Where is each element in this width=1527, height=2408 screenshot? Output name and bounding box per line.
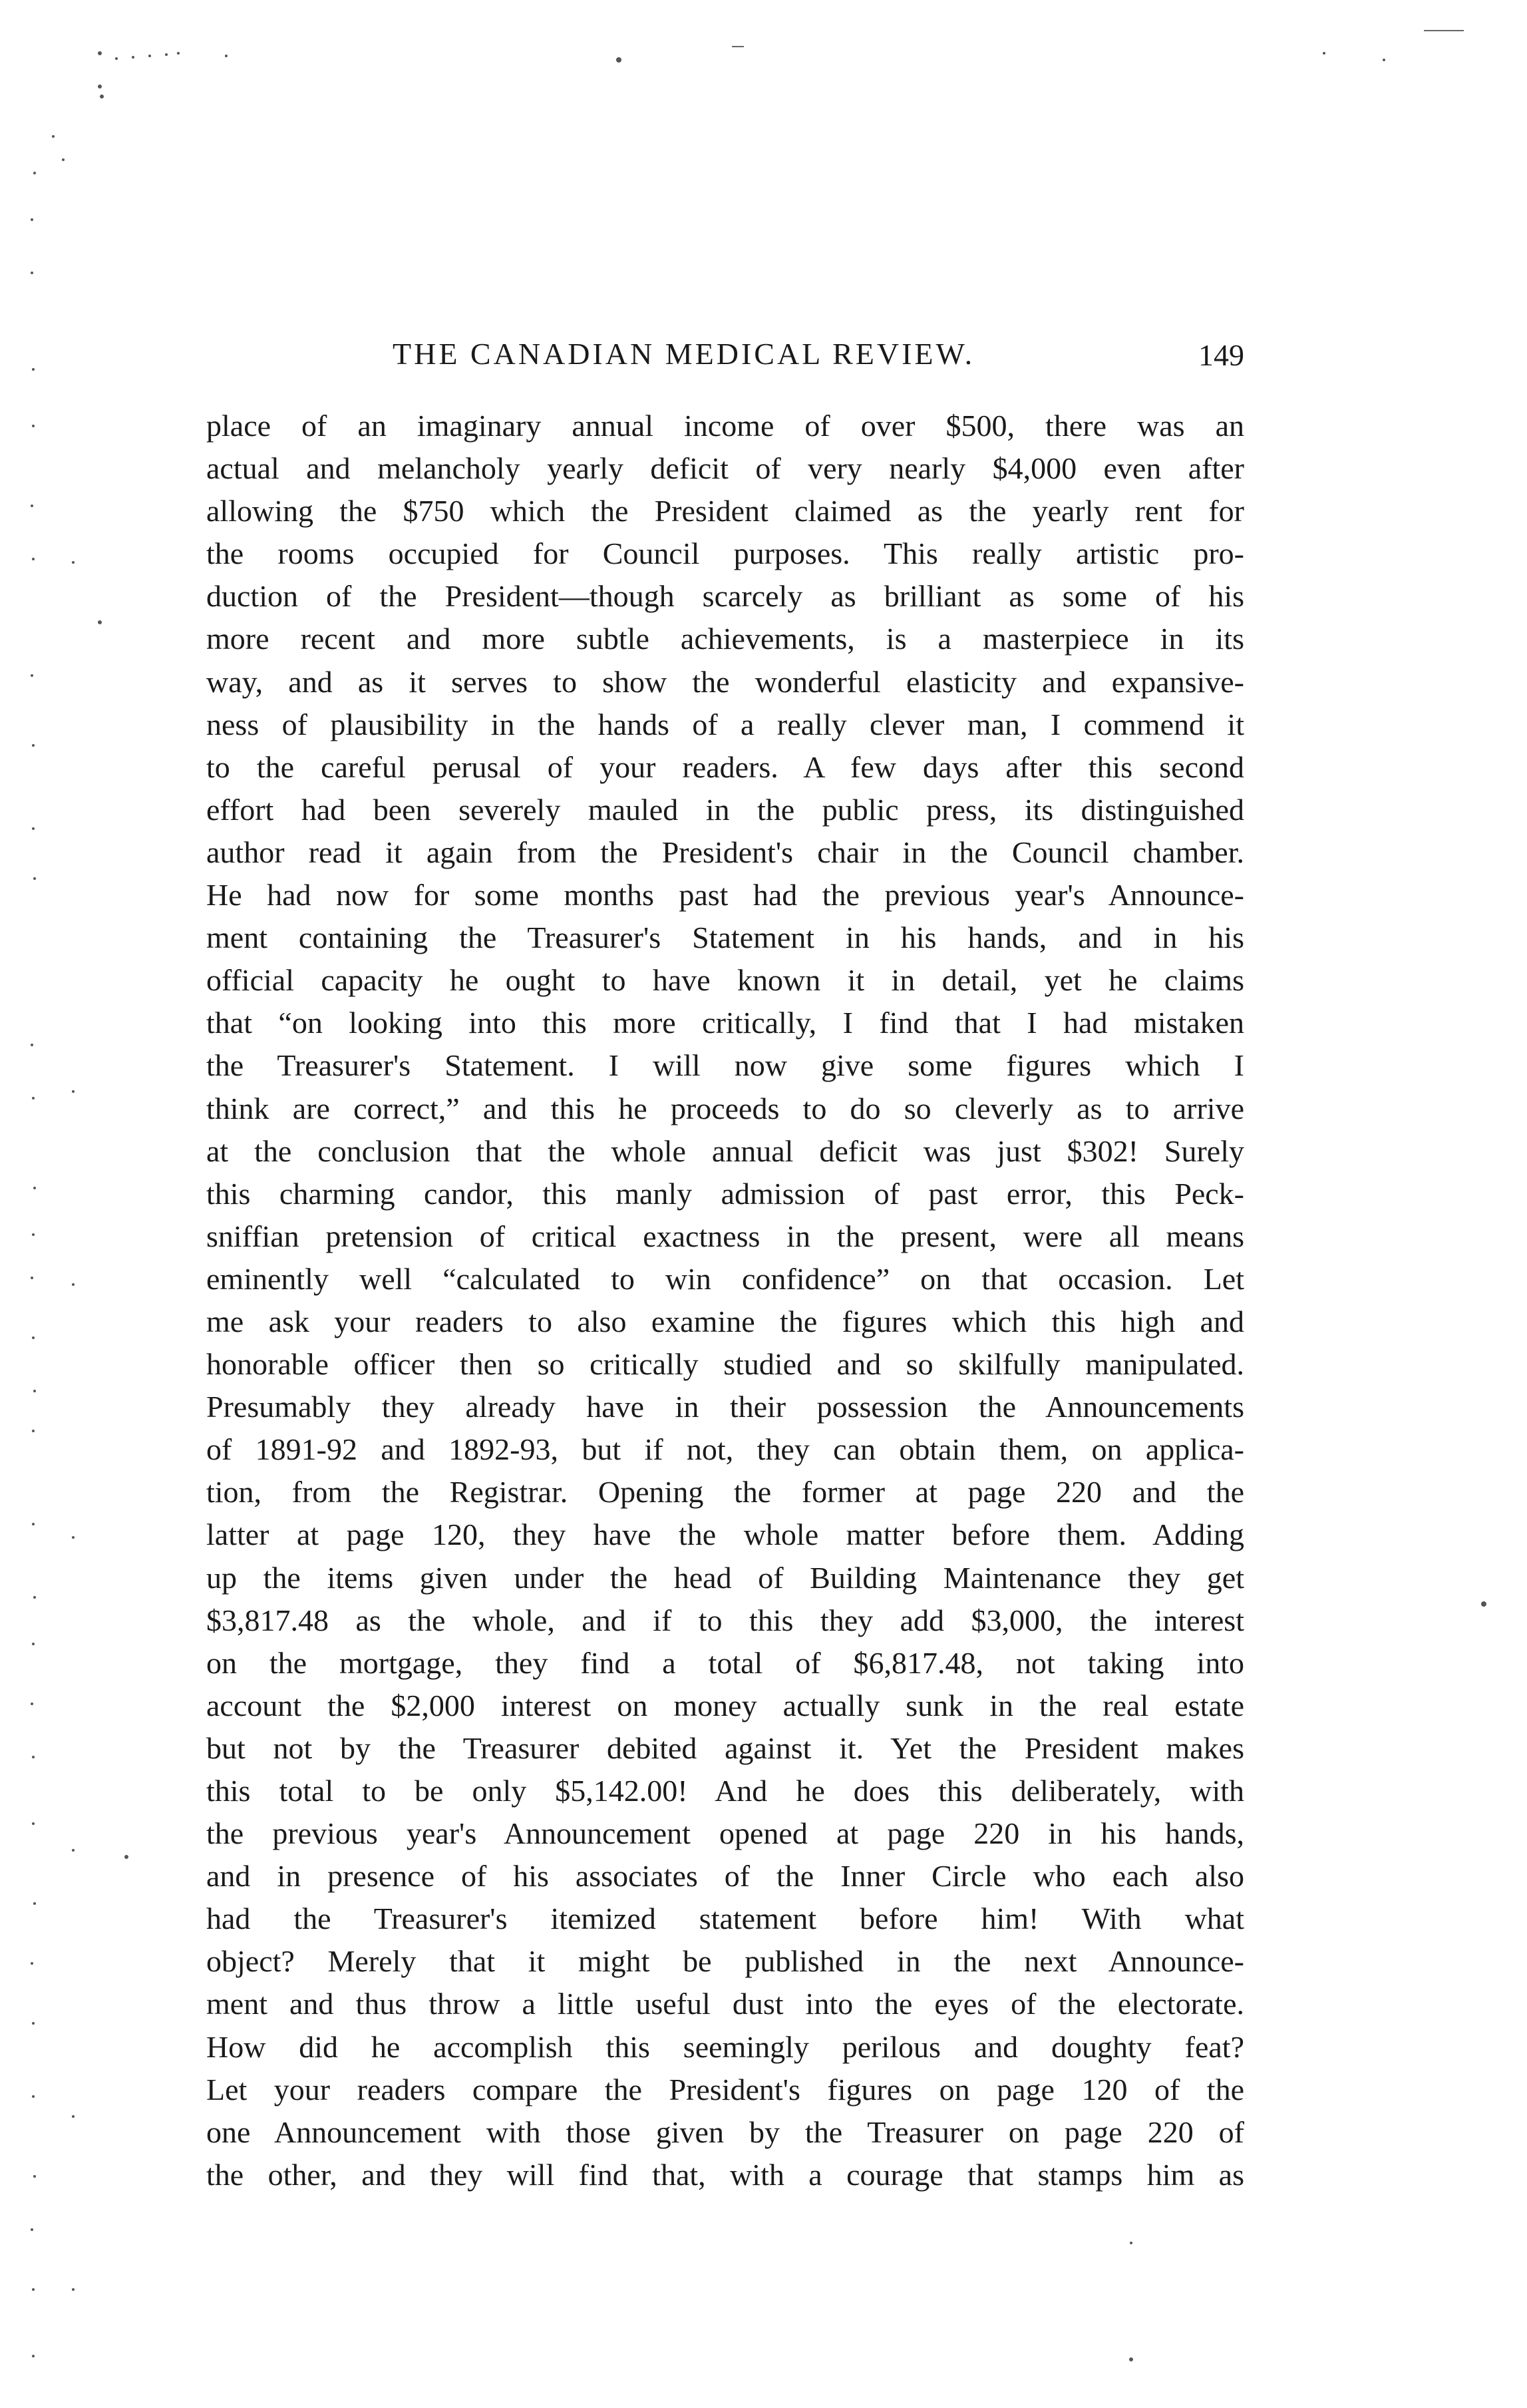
text-line: ness of plausibility in the hands of a really clever man, I commend it (206, 707, 1244, 741)
text-line: account the $2,000 interest on money actually sunk in the real estate (206, 1688, 1244, 1722)
text-line: latter at page 120, they have the whole matter before them. Adding (206, 1517, 1244, 1552)
text-line: tion, from the Registrar. Opening the former at page 220 and the (206, 1475, 1244, 1509)
text-line: and in presence of his associates of the Inner Circle who each also (206, 1859, 1244, 1894)
text-line: this total to be only $5,142.00! And he does this deliberately, with (206, 1774, 1244, 1808)
text-line: actual and melancholy yearly deficit of very nearly $4,000 even after (206, 451, 1244, 486)
text-line: Presumably they already have in their possession the Announcements (206, 1390, 1244, 1424)
text-line: object? Merely that it might be published in the next Announce- (206, 1944, 1244, 1979)
page-header (206, 336, 1244, 383)
text-line: me ask your readers to also examine the figures which this high and (206, 1304, 1244, 1338)
text-line: eminently well “calculated to win confidence” on that occasion. Let (206, 1261, 1244, 1296)
text-line: $3,817.48 as the whole, and if to this they add $3,000, the interest (206, 1603, 1244, 1637)
text-line: one Announcement with those given by the Treasurer on page 220 of (206, 2114, 1244, 2149)
text-line: that “on looking into this more critically, I find that I had mistaken (206, 1006, 1244, 1040)
text-line: had the Treasurer's itemized statement before him! With what (206, 1902, 1244, 1936)
text-line: ment containing the Treasurer's Statement in his hands, and in his (206, 920, 1244, 955)
text-line: duction of the President—though scarcely as brilliant as some of his (206, 579, 1244, 614)
text-line: up the items given under the head of Building Maintenance they get (206, 1560, 1244, 1595)
text-line: How did he accomplish this seemingly perilous and doughty feat? (206, 2029, 1244, 2064)
text-line: sniffian pretension of critical exactness in the present, were all means (206, 1219, 1244, 1253)
article-body (206, 405, 1244, 2196)
text-line: more recent and more subtle achievements, is a masterpiece in its (206, 622, 1244, 656)
text-line: of 1891-92 and 1892-93, but if not, they can obtain them, on applica- (206, 1432, 1244, 1467)
text-line: on the mortgage, they find a total of $6,817.48, not taking into (206, 1645, 1244, 1680)
text-line: way, and as it serves to show the wonderful elasticity and expansive- (206, 664, 1244, 699)
text-line: allowing the $750 which the President claimed as the yearly rent for (206, 494, 1244, 528)
text-line: the other, and they will find that, with a courage that stamps him as (206, 2157, 1244, 2192)
page-number: 149 (1198, 338, 1244, 372)
text-line: He had now for some months past had the previous year's Announce- (206, 878, 1244, 912)
running-title: THE CANADIAN MEDICAL REVIEW. (393, 337, 975, 371)
text-line: effort had been severely mauled in the public press, its distinguished (206, 792, 1244, 827)
text-line: honorable officer then so critically studied and so skilfully manipulated. (206, 1347, 1244, 1382)
text-line: official capacity he ought to have known it in detail, yet he claims (206, 963, 1244, 998)
text-line: the previous year's Announcement opened at page 220 in his hands, (206, 1816, 1244, 1851)
text-line: to the careful perusal of your readers. A few days after this second (206, 749, 1244, 784)
text-line: this charming candor, this manly admission of past error, this Peck- (206, 1176, 1244, 1211)
text-line: Let your readers compare the President's figures on page 120 of the (206, 2072, 1244, 2107)
text-line: the rooms occupied for Council purposes. This really artistic pro- (206, 536, 1244, 571)
text-line: ment and thus throw a little useful dust into the eyes of the electorate. (206, 1987, 1244, 2021)
text-line: place of an imaginary annual income of over $500, there was an (206, 409, 1244, 443)
text-line: think are correct,” and this he proceeds to do so cleverly as to arrive (206, 1091, 1244, 1125)
text-line: the Treasurer's Statement. I will now give some figures which I (206, 1048, 1244, 1083)
text-line: but not by the Treasurer debited against it. Yet the President makes (206, 1730, 1244, 1765)
text-line: author read it again from the President's chair in the Council chamber. (206, 835, 1244, 869)
text-line: at the conclusion that the whole annual deficit was just $302! Surely (206, 1133, 1244, 1168)
